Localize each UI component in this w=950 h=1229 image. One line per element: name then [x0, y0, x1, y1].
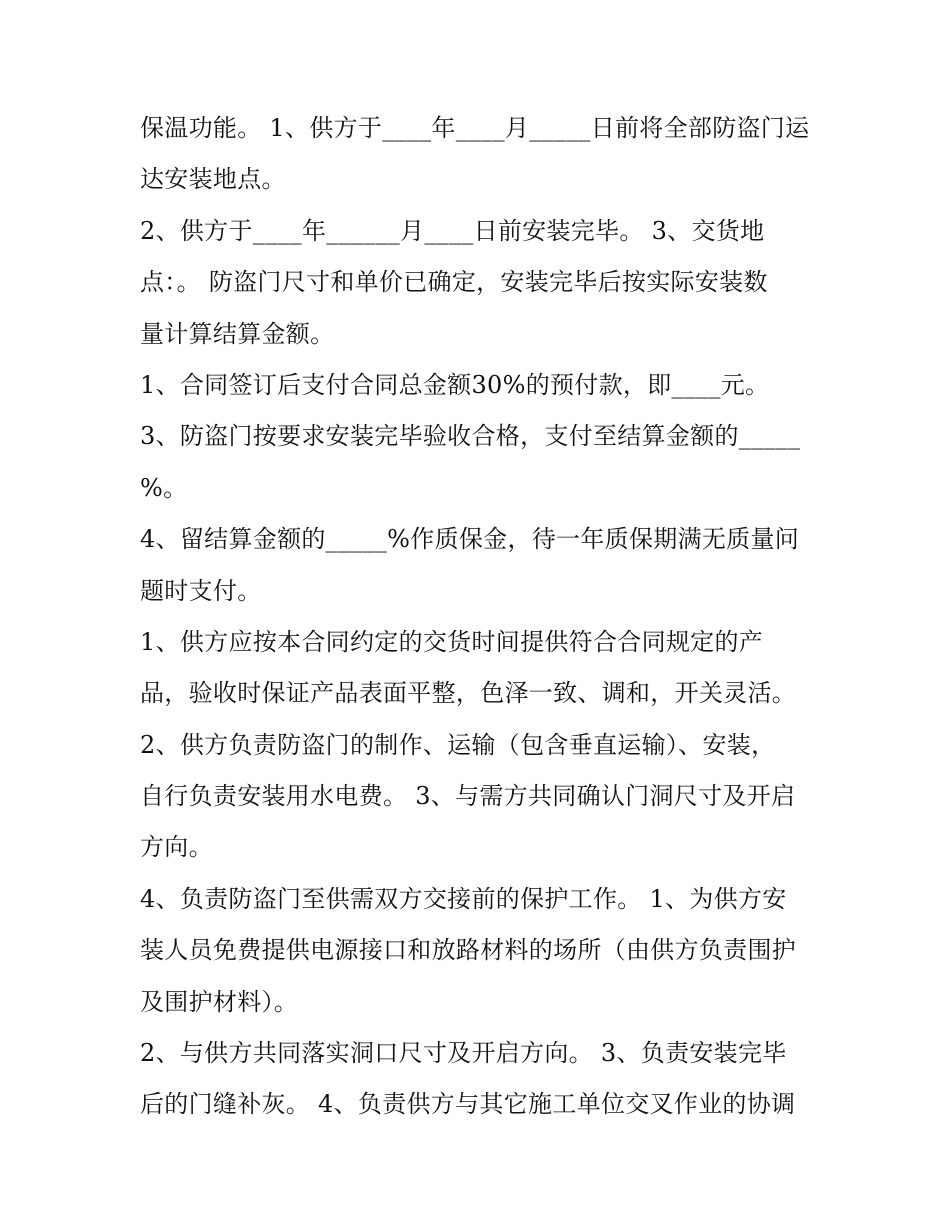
text-line: 方向。 [140, 833, 213, 862]
document-body [140, 103, 820, 1131]
text-line: 品，验收时保证产品表面平整，色泽一致、调和，开关灵活。 [140, 679, 797, 708]
text-line: 后的门缝补灰。 4、负责供方与其它施工单位交叉作业的协调 [140, 1090, 796, 1119]
text-line: 量计算结算金额。 [140, 319, 335, 348]
text-line: 2、供方负责防盗门的制作、运输（包含垂直运输）、安装， [140, 730, 776, 759]
text-line: 达安装地点。 [140, 165, 286, 194]
text-line: 1、合同签订后支付合同总金额30%的预付款，即____元。 [140, 370, 770, 399]
text-line: %。 [140, 473, 188, 502]
text-line: 2、与供方共同落实洞口尺寸及开启方向。 3、负责安装完毕 [140, 1039, 787, 1068]
text-line: 及围护材料）。 [140, 987, 299, 1016]
text-line: 4、负责防盗门至供需双方交接前的保护工作。 1、为供方安 [140, 884, 787, 913]
text-line: 自行负责安装用水电费。 3、与需方共同确认门洞尺寸及开启 [140, 782, 796, 811]
text-line: 1、供方应按本合同约定的交货时间提供符合合同规定的产 [140, 627, 764, 656]
text-line: 3、防盗门按要求安装完毕验收合格，支付至结算金额的_____ [140, 422, 801, 451]
text-line: 题时支付。 [140, 576, 262, 605]
text-line: 4、留结算金额的_____%作质保金，待一年质保期满无质量问 [140, 525, 800, 554]
text-line: 2、供方于____年______月____日前安装完毕。 3、交货地 [140, 216, 765, 245]
text-line: 点：。 防盗门尺寸和单价已确定，安装完毕后按实际安装数 [140, 268, 768, 297]
text-line: 装人员免费提供电源接口和放路材料的场所（由供方负责围护 [140, 936, 797, 965]
text-line: 保温功能。 1、供方于____年____月_____日前将全部防盗门运 [140, 114, 810, 142]
